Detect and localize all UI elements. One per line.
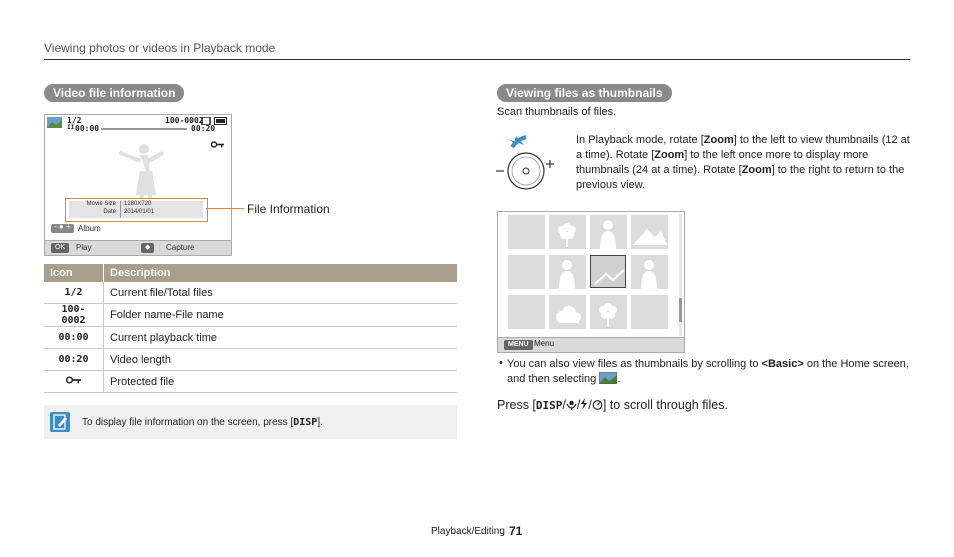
thumbnail-cell[interactable] (549, 255, 586, 289)
album-label: Album (78, 224, 101, 233)
thumbnail-cell[interactable] (590, 295, 627, 329)
battery-icon (214, 117, 228, 125)
disp-key-label: DISP (535, 399, 563, 412)
table-row (44, 349, 457, 371)
capture-label: Capture (166, 243, 195, 252)
column-header-icon: Icon (44, 264, 104, 282)
icon-cell: 1/2 (44, 282, 104, 304)
zoom-key-label: Zoom (703, 134, 734, 146)
movie-size-value: 1280X720 (124, 201, 152, 207)
thumbnail-description (576, 133, 910, 193)
thumbnail-cell[interactable] (508, 255, 545, 289)
table-row (44, 304, 457, 327)
bullet-marker: • (499, 357, 503, 369)
thumbnail-cell[interactable] (590, 215, 627, 249)
macro-flower-icon (566, 399, 577, 410)
date-value: 2014/01/01 (124, 209, 155, 215)
description-cell: Protected file (104, 371, 458, 393)
protect-key-icon (211, 141, 225, 148)
table-row (44, 282, 457, 304)
icon-description-table (44, 264, 457, 393)
press-part: Press [ (497, 398, 536, 412)
note-text-before: To display file information on the screen, press [ (82, 417, 294, 428)
tip-part: You can also view files as thumbnails by scrolling to (507, 358, 762, 370)
press-instruction (497, 398, 728, 412)
note-box (44, 405, 457, 439)
column-header-description: Description (104, 264, 458, 282)
thumbnail-cell[interactable] (508, 295, 545, 329)
thumbnail-cell[interactable] (508, 215, 545, 249)
thumbnail-cell[interactable] (631, 255, 668, 289)
icon-cell: 00:20 (44, 349, 104, 371)
desc-part: ] to the right to return to the previous view. (576, 164, 905, 191)
tip-part: on the Home screen, and then selecting (507, 358, 909, 385)
note-text-after: ]. (317, 417, 323, 428)
playback-icon (599, 372, 617, 384)
date-label: Date (103, 209, 116, 215)
press-part: ] to scroll through files. (602, 398, 728, 412)
header-rule (44, 59, 910, 60)
thumbnail-cell[interactable] (590, 255, 626, 288)
description-cell: Video length (104, 349, 458, 371)
scrollbar-thumb (679, 298, 682, 322)
ok-button-icon: OK (51, 243, 69, 253)
description-cell: Folder name-File name (104, 304, 458, 327)
folder-file-name: 100-0002 (165, 116, 204, 125)
video-length: 00:20 (191, 124, 216, 133)
section-title-thumbnails: Viewing files as thumbnails (497, 84, 672, 102)
zoom-dial-icon (494, 131, 558, 191)
note-text (82, 417, 323, 428)
table-row (44, 371, 457, 393)
icon-cell (44, 371, 104, 393)
thumbnails-subtitle: Scan thumbnails of files. (497, 106, 617, 118)
file-information-callout: File Information (247, 202, 330, 216)
tip-part: . (617, 373, 621, 385)
section-title-video-info: Video file information (44, 84, 184, 102)
timer-icon (592, 399, 603, 410)
desc-part: ] to the left to view thumbnails (12 at a time). Rotate [ (576, 134, 910, 161)
file-counter: 1/2 (67, 116, 82, 125)
description-cell: Current file/Total files (104, 282, 458, 304)
file-info-box (65, 198, 208, 222)
footer-section: Playback/Editing (431, 526, 505, 537)
zoom-lever-icon: - ● + (51, 224, 74, 233)
camera-screen-video (44, 114, 232, 256)
play-label: Play (76, 243, 92, 252)
camera-bottom-bar (45, 240, 231, 255)
movie-size-label: Movie Size (86, 201, 116, 207)
callout-line (206, 208, 244, 209)
icon-cell: 00:00 (44, 327, 104, 349)
basic-menu-label: <Basic> (761, 358, 804, 370)
zoom-key-label: Zoom (741, 164, 772, 176)
thumbnail-cell[interactable] (631, 215, 668, 249)
menu-button-icon: MENU (504, 340, 533, 350)
camera-bottom-bar (498, 337, 684, 352)
disp-key-label: DISP (293, 417, 318, 428)
description-cell: Current playback time (104, 327, 458, 349)
key-icon (66, 376, 82, 384)
page-number: 71 (509, 524, 523, 538)
desc-part: ] to the left once more to display more thumbnails (24 at a time). Rotate [ (576, 149, 869, 176)
thumbnail-cell[interactable] (549, 215, 586, 249)
current-time: 00:00 (75, 124, 100, 133)
capture-dial-icon: ◆ (141, 243, 154, 253)
thumbnail-cell[interactable] (631, 295, 668, 329)
photo-thumbnail-icon (47, 117, 62, 128)
pause-icon: II (67, 124, 75, 131)
running-header: Viewing photos or videos in Playback mode (44, 41, 276, 55)
desc-part: In Playback mode, rotate [ (576, 134, 704, 146)
key-separator: / (562, 398, 566, 412)
camera-screen-thumbnails (497, 211, 685, 353)
thumbnail-cell[interactable] (549, 295, 586, 329)
key-separator: / (576, 398, 581, 412)
table-row (44, 327, 457, 349)
thumbnail-tip-text (507, 357, 911, 387)
icon-cell: 100-0002 (44, 304, 104, 327)
key-separator: / (588, 398, 592, 412)
menu-label: Menu (534, 339, 555, 348)
note-pencil-icon (50, 412, 70, 432)
progress-bar (101, 128, 187, 130)
zoom-key-label: Zoom (654, 149, 685, 161)
